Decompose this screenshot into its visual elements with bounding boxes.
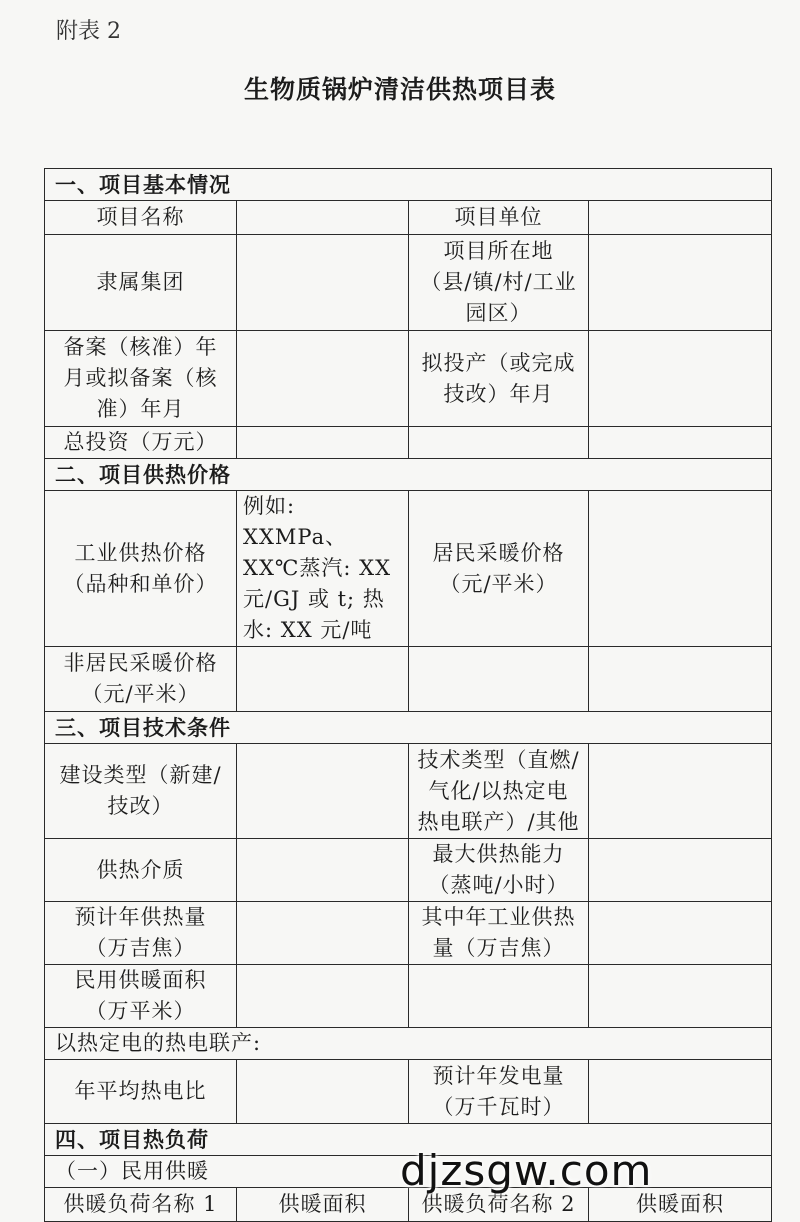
section-heat-load: 四、项目热负荷 (45, 1124, 772, 1156)
production-date-label: 拟投产（或完成 技改）年月 (409, 331, 589, 427)
group-label: 隶属集团 (45, 235, 237, 331)
table-row (45, 1028, 772, 1060)
section-tech-conditions: 三、项目技术条件 (45, 712, 772, 744)
table-row (45, 1060, 772, 1124)
project-name-label: 项目名称 (45, 201, 237, 235)
heat-medium-field[interactable] (237, 839, 409, 902)
project-unit-label: 项目单位 (409, 201, 589, 235)
project-unit-field[interactable] (589, 201, 772, 235)
annual-heat-label: 预计年供热量 （万吉焦） (45, 902, 237, 965)
table-row (45, 965, 772, 1028)
non-residential-extra-2[interactable] (589, 647, 772, 712)
table-row (45, 201, 772, 235)
location-label: 项目所在地 （县/镇/村/工业 园区） (409, 235, 589, 331)
construction-type-label: 建设类型（新建/ 技改） (45, 744, 237, 839)
civil-area-label: 民用供暖面积 （万平米） (45, 965, 237, 1028)
project-name-field[interactable] (237, 201, 409, 235)
tech-type-label: 技术类型（直燃/ 气化/以热定电 热电联产）/其他 (409, 744, 589, 839)
annual-heat-field[interactable] (237, 902, 409, 965)
annual-power-label: 预计年发电量 （万千瓦时） (409, 1060, 589, 1124)
heat-medium-label: 供热介质 (45, 839, 237, 902)
non-residential-extra-1[interactable] (409, 647, 589, 712)
location-field[interactable] (589, 235, 772, 331)
production-date-field[interactable] (589, 331, 772, 427)
civil-area-extra-1[interactable] (409, 965, 589, 1028)
table-row (45, 647, 772, 712)
table-row (45, 235, 772, 331)
heating-area-2-label: 供暖面积 (589, 1188, 772, 1222)
non-residential-price-field[interactable] (237, 647, 409, 712)
industrial-price-example: 例如: XXMPa、 XX℃蒸汽: XX 元/GJ 或 t; 热 水: XX 元/吨 (237, 491, 409, 647)
filing-date-field[interactable] (237, 331, 409, 427)
total-investment-extra-2[interactable] (589, 427, 772, 459)
table-row (45, 427, 772, 459)
civil-area-field[interactable] (237, 965, 409, 1028)
site-watermark: djzsgw.com (400, 1146, 653, 1195)
non-residential-price-label: 非居民采暖价格 （元/平米） (45, 647, 237, 712)
civil-area-extra-2[interactable] (589, 965, 772, 1028)
table-row (45, 744, 772, 839)
appendix-label: 附表 2 (56, 19, 121, 44)
residential-price-label: 居民采暖价格 （元/平米） (409, 491, 589, 647)
total-investment-extra-1[interactable] (409, 427, 589, 459)
page-title: 生物质锅炉清洁供热项目表 (243, 75, 556, 104)
table-row (45, 902, 772, 965)
heat-power-ratio-field[interactable] (237, 1060, 409, 1124)
max-capacity-label: 最大供热能力 （蒸吨/小时） (409, 839, 589, 902)
civil-heating-label: （一）民用供暖 (45, 1156, 772, 1188)
chp-label: 以热定电的热电联产: (45, 1028, 772, 1060)
table-row (45, 491, 772, 647)
section-row (45, 459, 772, 491)
industrial-heat-field[interactable] (589, 902, 772, 965)
load-name-2-label: 供暖负荷名称 2 (409, 1188, 589, 1222)
heating-area-1-label: 供暖面积 (237, 1188, 409, 1222)
filing-date-label: 备案（核准）年 月或拟备案（核 准）年月 (45, 331, 237, 427)
table-row (45, 839, 772, 902)
section-basic-info: 一、项目基本情况 (45, 169, 772, 201)
load-name-1-label: 供暖负荷名称 1 (45, 1188, 237, 1222)
construction-type-field[interactable] (237, 744, 409, 839)
annual-power-field[interactable] (589, 1060, 772, 1124)
total-investment-field[interactable] (237, 427, 409, 459)
heat-power-ratio-label: 年平均热电比 (45, 1060, 237, 1124)
max-capacity-field[interactable] (589, 839, 772, 902)
section-row (45, 169, 772, 201)
total-investment-label: 总投资（万元） (45, 427, 237, 459)
residential-price-field[interactable] (589, 491, 772, 647)
tech-type-field[interactable] (589, 744, 772, 839)
table-row (45, 331, 772, 427)
project-form-table (44, 168, 772, 1222)
section-row (45, 712, 772, 744)
section-heat-price: 二、项目供热价格 (45, 459, 772, 491)
group-field[interactable] (237, 235, 409, 331)
industrial-price-label: 工业供热价格 （品种和单价） (45, 491, 237, 647)
industrial-heat-label: 其中年工业供热 量（万吉焦） (409, 902, 589, 965)
